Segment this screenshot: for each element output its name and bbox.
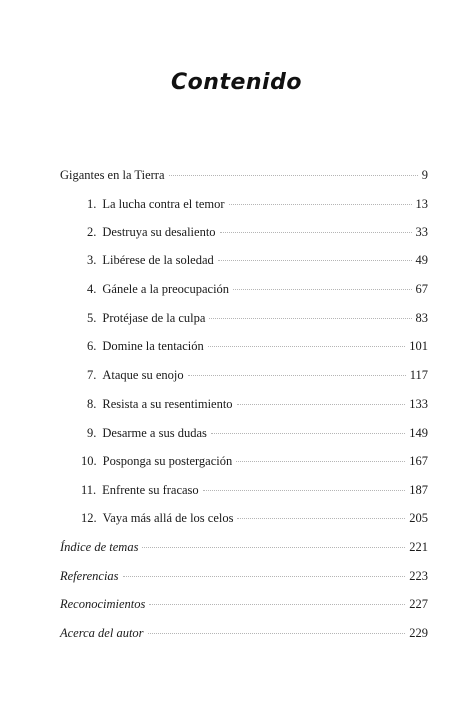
dot-leader	[237, 517, 405, 519]
chapter-number: 4.	[87, 282, 97, 296]
toc-entry-label: La lucha contra el temor	[102, 197, 225, 211]
toc-entry-chapter[interactable]	[87, 281, 428, 297]
toc-entry-chapter[interactable]	[87, 196, 428, 212]
dot-leader	[209, 317, 411, 319]
dot-leader	[208, 345, 406, 347]
dot-leader	[203, 489, 406, 491]
toc-entry-page: 67	[415, 282, 428, 296]
dot-leader	[220, 231, 412, 233]
toc-entry-label: Destruya su desaliento	[102, 225, 216, 239]
toc-entry-page: 117	[409, 368, 428, 382]
toc-entry-intro[interactable]	[60, 167, 428, 183]
toc-entry-page: 187	[409, 483, 428, 497]
toc-entry-page: 13	[415, 197, 428, 211]
dot-leader	[149, 603, 405, 605]
toc-entry-page: 227	[409, 597, 428, 611]
toc-entry-page: 49	[415, 253, 428, 267]
toc-entry-label: Referencias	[60, 569, 119, 583]
chapter-number: 3.	[87, 253, 97, 267]
chapter-number: 9.	[87, 426, 97, 440]
toc-entry-label: Desarme a sus dudas	[102, 426, 207, 440]
chapter-number: 7.	[87, 368, 97, 382]
toc-entry-label: Gánele a la preocupación	[102, 282, 230, 296]
chapter-number: 8.	[87, 397, 97, 411]
toc-entry-chapter[interactable]	[87, 310, 428, 326]
toc-entry-label: Resista a su resentimiento	[102, 397, 233, 411]
toc-entry-page: 101	[409, 339, 428, 353]
chapter-number: 12.	[81, 511, 97, 525]
toc-entry-page: 221	[409, 540, 428, 554]
dot-leader	[123, 575, 406, 577]
toc-entry-page: 167	[409, 454, 428, 468]
chapter-number: 2.	[87, 225, 97, 239]
toc-entry-page: 83	[415, 311, 428, 325]
toc-entry-page: 229	[409, 626, 428, 640]
dot-leader	[236, 460, 405, 462]
page-title: Contenido	[171, 70, 302, 95]
toc-entry-chapter[interactable]	[87, 396, 428, 412]
dot-leader	[188, 374, 406, 376]
dot-leader	[169, 174, 418, 176]
toc-entry-chapter[interactable]	[87, 252, 428, 268]
toc-entry-chapter[interactable]	[87, 224, 428, 240]
toc-entry-label: Libérese de la soledad	[102, 253, 214, 267]
dot-leader	[211, 432, 405, 434]
dot-leader	[142, 546, 405, 548]
toc-entry-page: 9	[421, 168, 428, 182]
chapter-number: 10.	[81, 454, 97, 468]
toc-entry-label: Ataque su enojo	[102, 368, 184, 382]
toc-entry-label: Gigantes en la Tierra	[60, 168, 165, 182]
toc-entry-page: 223	[409, 569, 428, 583]
toc-entry-page: 149	[409, 426, 428, 440]
dot-leader	[233, 288, 411, 290]
toc-entry-back-matter[interactable]	[60, 625, 428, 641]
toc-entry-label: Reconocimientos	[60, 597, 146, 611]
dot-leader	[229, 203, 412, 205]
dot-leader	[148, 632, 406, 634]
toc-entry-label: Vaya más allá de los celos	[102, 511, 234, 525]
toc-entry-label: Posponga su postergación	[102, 454, 233, 468]
toc-entry-page: 205	[409, 511, 428, 525]
chapter-number: 11.	[81, 483, 97, 497]
toc-entry-chapter[interactable]	[87, 425, 428, 441]
chapter-number: 6.	[87, 339, 97, 353]
toc-entry-chapter[interactable]	[87, 367, 428, 383]
toc-entry-back-matter[interactable]	[60, 568, 428, 584]
toc-entry-back-matter[interactable]	[60, 596, 428, 612]
toc-entry-chapter[interactable]	[81, 510, 428, 526]
toc-entry-chapter[interactable]	[81, 453, 428, 469]
toc-entry-label: Índice de temas	[60, 540, 139, 554]
chapter-number: 1.	[87, 197, 97, 211]
toc-entry-label: Domine la tentación	[102, 339, 204, 353]
chapter-number: 5.	[87, 311, 97, 325]
dot-leader	[237, 403, 406, 405]
toc-entry-label: Protéjase de la culpa	[102, 311, 206, 325]
toc-entry-page: 133	[409, 397, 428, 411]
toc-entry-label: Acerca del autor	[60, 626, 144, 640]
toc-entry-chapter[interactable]	[87, 338, 428, 354]
toc-entry-label: Enfrente su fracaso	[102, 483, 199, 497]
toc-entry-page: 33	[415, 225, 428, 239]
toc-entry-back-matter[interactable]	[60, 539, 428, 555]
dot-leader	[218, 259, 412, 261]
toc-entry-chapter[interactable]	[81, 482, 428, 498]
